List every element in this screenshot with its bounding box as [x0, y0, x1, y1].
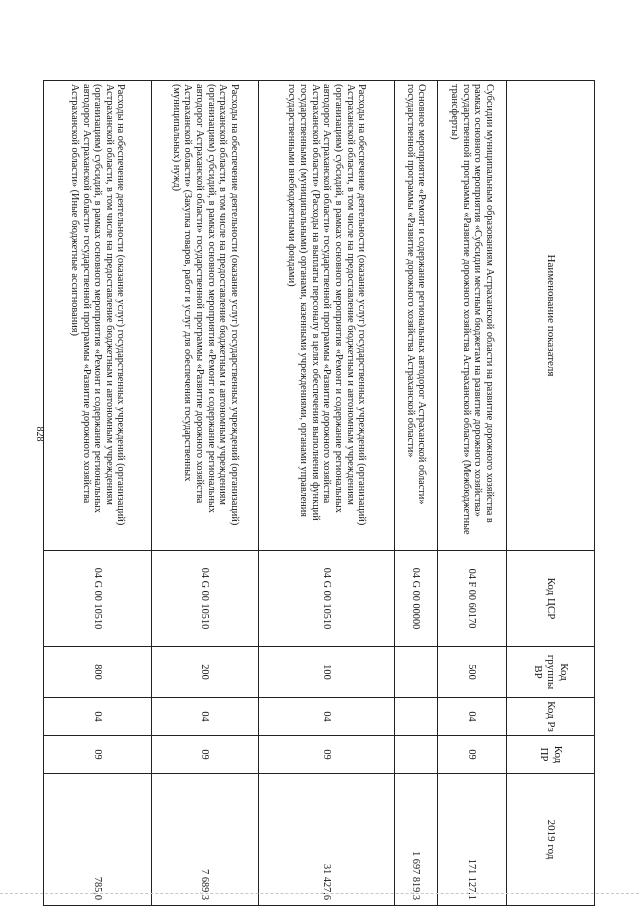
row-vr: 200 [151, 647, 259, 698]
row-year: 1 697 819,3 [394, 774, 437, 906]
row-vr [394, 647, 437, 698]
table-row [44, 81, 152, 906]
row-rz [394, 698, 437, 736]
budget-table [43, 80, 595, 906]
table-row [437, 81, 506, 906]
table-row [259, 81, 395, 906]
row-vr: 800 [44, 647, 152, 698]
row-name: Субсидии муниципальным образованиям Астраханской области на развитие дорожного хозяйства в рамках основного мероприятия «Субсидии местным бюджетам на развитие дорожного хозяйства» государственной программы «Развитие дорожного хозяйства Астраханской области» (Межбюджетные трансферты) [437, 81, 506, 551]
row-rz: 04 [437, 698, 506, 736]
row-csr: 04 G 00 00000 [394, 551, 437, 647]
row-csr: 04 G 00 10510 [44, 551, 152, 647]
row-pr [394, 736, 437, 774]
row-csr: 04 F 00 60170 [437, 551, 506, 647]
row-pr: 09 [259, 736, 395, 774]
row-pr: 09 [437, 736, 506, 774]
rotated-table-wrapper [43, 80, 595, 905]
header-csr: Код ЦСР [506, 551, 594, 647]
row-name: Основное мероприятие «Ремонт и содержание региональных автодорог Астраханской области» государственной программы «Развитие дорожного хозяйства Астраханской области» [394, 81, 437, 551]
row-year: 7 689,3 [151, 774, 259, 906]
row-year: 171 127,1 [437, 774, 506, 906]
row-csr: 04 G 00 10510 [259, 551, 395, 647]
header-rz: Код Рз [506, 698, 594, 736]
row-rz: 04 [44, 698, 152, 736]
header-year: 2019 год [506, 774, 594, 906]
row-name: Расходы на обеспечение деятельности (оказание услуг) государственных учреждений (организаций) Астраханской области, в том числе на предоставление бюджетным и автономным учреждениям (организациям) субсидий, в рамках основного мероприятия «Ремонт и содержание региональных автодорог Астраханской области» государственной программы «Развитие дорожного хозяйства Астраханской области» (Иные бюджетные ассигнования) [44, 81, 152, 551]
row-rz: 04 [259, 698, 395, 736]
table-header-row [506, 81, 594, 906]
page-number: 828 [34, 426, 46, 442]
header-name: Наименование показателя [506, 81, 594, 551]
header-vr: Код группы ВР [506, 647, 594, 698]
row-vr: 100 [259, 647, 395, 698]
row-csr: 04 G 00 10510 [151, 551, 259, 647]
row-rz: 04 [151, 698, 259, 736]
row-vr: 500 [437, 647, 506, 698]
header-pr: Код ПР [506, 736, 594, 774]
table-row [151, 81, 259, 906]
row-year: 31 427,6 [259, 774, 395, 906]
row-name: Расходы на обеспечение деятельности (оказание услуг) государственных учреждений (организаций) Астраханской области, в том числе на предоставление бюджетным и автономным учреждениям (организациям) субсидий, в рамках основного мероприятия «Ремонт и содержание региональных автодорог Астраханской области» государственной программы «Развитие дорожного хозяйства Астраханской области» (Закупка товаров, работ и услуг для обеспечения государственных (муниципальных) нужд) [151, 81, 259, 551]
page-bottom-rule [0, 893, 639, 894]
row-name: Расходы на обеспечение деятельности (оказание услуг) государственных учреждений (организаций) Астраханской области, в том числе на предоставление бюджетным и автономным учреждениям (организациям) субсидий, в рамках основного мероприятия «Ремонт и содержание региональных автодорог Астраханской области» государственной программы «Развитие дорожного хозяйства Астраханской области» (Расходы на выплаты персоналу в целях обеспечения выполнения функций государственными (муниципальными) органами, казенными учреждениями, органами управления государственными внебюджетными фондами) [259, 81, 395, 551]
row-pr: 09 [44, 736, 152, 774]
row-pr: 09 [151, 736, 259, 774]
table-row [394, 81, 437, 906]
row-year: 785,0 [44, 774, 152, 906]
